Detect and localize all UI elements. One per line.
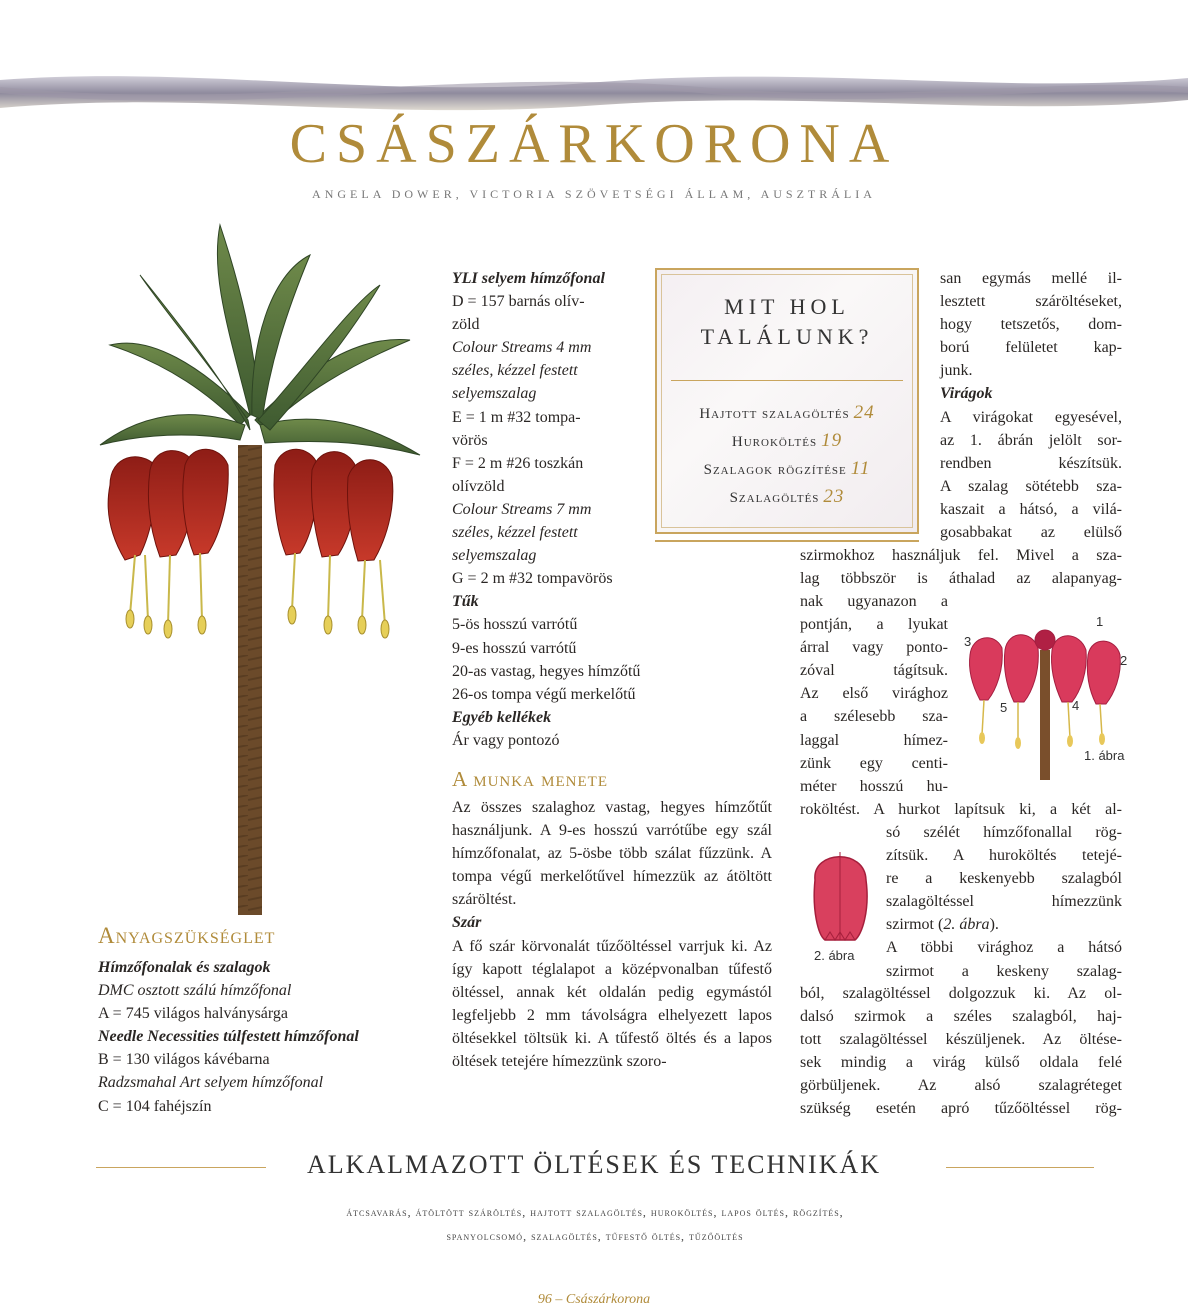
right-column-wide2: roköltést. A hurkot lapítsuk ki, a két al- bbox=[800, 801, 1122, 818]
text-line: 9-es hosszú varrótű bbox=[452, 639, 577, 657]
text-line: a szélesebb sza- bbox=[800, 708, 948, 726]
box-item: Hajtott szalagöltés 24 bbox=[699, 402, 875, 423]
materials-heading: Anyagszükséglet bbox=[98, 923, 276, 948]
text-line: 5-ös hosszú varrótű bbox=[452, 616, 578, 634]
text-line: hogy tetszetős, dom- bbox=[940, 316, 1122, 334]
box-title: MIT HOL TALÁLUNK? bbox=[700, 294, 874, 349]
text-line: sek mindig a virág külső oldala felé bbox=[800, 1054, 1122, 1072]
techniques-heading: ALKALMAZOTT ÖLTÉSEK ÉS TECHNIKÁK bbox=[306, 1150, 882, 1179]
figure-1-marker: 3 bbox=[964, 634, 972, 649]
right-column-bottom bbox=[800, 982, 1122, 1121]
figure-reference: szirmot (2. ábra). bbox=[886, 916, 999, 934]
text-line: 26-os tompa végű merkelőtű bbox=[452, 685, 636, 703]
method-section bbox=[452, 762, 772, 1073]
text-line: Radzsmahal Art selyem hímzőfonal bbox=[98, 1074, 324, 1092]
text-line: B = 130 világos kávébarna bbox=[98, 1051, 270, 1069]
text-line: görbüljenek. Az alsó szalagréteget bbox=[800, 1077, 1122, 1095]
text-line: szalagöltéssel hímezzünk bbox=[886, 893, 1122, 911]
right-column-wide bbox=[800, 544, 1122, 590]
text-line: selyemszalag bbox=[452, 385, 537, 403]
text-line: árral vagy ponto- bbox=[800, 639, 948, 657]
text-line: 20-as vastag, hegyes hímzőtű bbox=[452, 662, 641, 680]
text-line: méter hosszú hu- bbox=[800, 777, 948, 795]
text-line: Egyéb kellékek bbox=[452, 708, 552, 726]
page-footer: 96 – Császárkorona bbox=[537, 1292, 651, 1307]
text-line: zítsük. A huroköltés tetejé- bbox=[886, 847, 1122, 865]
text-line: olívzöld bbox=[452, 477, 505, 495]
techniques-list-line1: átcsavarás, átöltött száröltés, hajtott szalagöltés, huroköltés, lapos öltés, rögzítés, bbox=[346, 1205, 844, 1219]
text-line: gosabbakat az elülső bbox=[940, 524, 1122, 542]
text-line: zóval tágítsuk. bbox=[800, 662, 948, 680]
page-title: CSÁSZÁRKORONA bbox=[289, 113, 899, 175]
box-item: Szalagok rögzítése 11 bbox=[703, 458, 871, 479]
text-line: széles, kézzel festett bbox=[452, 524, 578, 542]
text-line: szükség esetén apró tűzőöltéssel rög- bbox=[800, 1100, 1122, 1118]
figure-2-petal-diagram bbox=[800, 840, 880, 960]
text-line: A = 745 világos halványsárga bbox=[98, 1005, 289, 1023]
text-line: ború felületet kap- bbox=[940, 339, 1122, 357]
method-paragraph: Az összes szalaghoz vastag, hegyes hímzőtűt használjunk. A 9-es hosszú varrótűbe egy szál hímzőfonalat, az 5-ösbe több szálat fűzzünk. A tompa végű merkelőtűvel hímezzük az átöltött száröltést. bbox=[452, 799, 772, 909]
text-line: DMC osztott szálú hímzőfonal bbox=[98, 982, 292, 1000]
flowers-heading: Virágok bbox=[940, 385, 993, 403]
text-line: F = 2 m #26 toszkán bbox=[452, 454, 584, 472]
text-line: Tűk bbox=[452, 593, 479, 611]
text-line: san egymás mellé il- bbox=[940, 270, 1122, 287]
figure-1-marker: 2 bbox=[1120, 653, 1128, 668]
text-line: dalsó szirmok a széles szalagból, haj- bbox=[800, 1008, 1122, 1026]
right-column-top bbox=[940, 267, 1122, 544]
box-divider bbox=[655, 540, 919, 542]
text-line: szirmokhoz használjuk fel. Mivel a sza- bbox=[800, 547, 1122, 564]
text-line: Colour Streams 7 mm bbox=[452, 500, 592, 518]
text-line: szirmot a keskeny szalag- bbox=[886, 962, 1122, 980]
figure-1-marker: 1 bbox=[1096, 614, 1104, 629]
figure-1-marker: 4 bbox=[1072, 698, 1080, 713]
text-line: C = 104 fahéjszín bbox=[98, 1097, 212, 1115]
figure-1-caption: 1. ábra bbox=[1084, 748, 1125, 763]
text-line: pontján, a lyukat bbox=[800, 616, 948, 634]
text-line: vörös bbox=[452, 431, 488, 449]
where-to-find-box bbox=[655, 268, 919, 534]
box-item: Szalagöltés 23 bbox=[729, 486, 845, 507]
right-column-mid bbox=[886, 821, 1122, 983]
text-line: Ár vagy pontozó bbox=[452, 731, 560, 749]
text-line: ból, szalagöltéssel dolgozzuk ki. Az ol- bbox=[800, 985, 1122, 1002]
text-line: rendben készítsük. bbox=[940, 454, 1122, 472]
text-line: E = 1 m #32 tompa- bbox=[452, 408, 581, 426]
text-line: A többi virághoz a hátsó bbox=[886, 939, 1122, 957]
right-column-narrow bbox=[800, 590, 948, 798]
text-line: A szalag sötétebb sza- bbox=[940, 477, 1122, 495]
stem-paragraph: A fő szár körvonalát tűzőöltéssel varrjuk ki. Az így kapott téglalapot a középvonalban tűfestő öltéssel, annak két oldalán pedig egymástól legfeljebb 2 mm távolságra elhelyezett lapos öltésekkel töltsük ki. A tűfestő öltés és a lapos öltések tetejére hímezzünk szoro- bbox=[452, 937, 772, 1071]
text-line: Colour Streams 4 mm bbox=[452, 339, 592, 357]
text-line: nak ugyanazon a bbox=[800, 593, 948, 610]
text-line: selyemszalag bbox=[452, 547, 537, 565]
text-line: széles, kézzel festett bbox=[452, 362, 578, 380]
text-line: zöld bbox=[452, 316, 480, 334]
crown-imperial-illustration bbox=[80, 215, 440, 915]
method-heading: A munka menete bbox=[452, 767, 608, 791]
text-line: lesztett száröltéseket, bbox=[940, 293, 1122, 311]
text-line: Hímzőfonalak és szalagok bbox=[98, 959, 271, 976]
box-item: Huroköltés 19 bbox=[731, 430, 843, 451]
materials-list bbox=[98, 956, 428, 1118]
text-line: YLI selyem hímzőfonal bbox=[452, 270, 605, 287]
stem-heading: Szár bbox=[452, 914, 482, 932]
text-line: A virágokat egyesével, bbox=[940, 408, 1122, 426]
text-line: D = 157 barnás olív- bbox=[452, 293, 585, 311]
techniques-list-line2: spanyolcsomó, szalagöltés, tűfestő öltés, tűzőöltés bbox=[446, 1229, 744, 1243]
figure-2-caption: 2. ábra bbox=[814, 948, 855, 963]
author-subtitle: ANGELA DOWER, VICTORIA SZÖVETSÉGI ÁLLAM, AUSZTRÁLIA bbox=[312, 187, 876, 201]
materials-section bbox=[98, 922, 428, 1118]
text-line: junk. bbox=[940, 362, 973, 380]
text-line: laggal hímez- bbox=[800, 731, 948, 749]
text-line: G = 2 m #32 tompavörös bbox=[452, 570, 613, 588]
text-line: zünk egy centi- bbox=[800, 754, 948, 772]
text-line: Needle Necessities túlfestett hímzőfonal bbox=[98, 1028, 359, 1046]
text-line: só szélét hímzőfonallal rög- bbox=[886, 824, 1122, 841]
text-line: kaszait a hátsó, a vilá- bbox=[940, 500, 1122, 518]
text-line: tott szalagöltéssel készüljenek. Az öltése- bbox=[800, 1031, 1122, 1049]
middle-supplies-list bbox=[452, 267, 642, 752]
text-line: lag többször is áthalad az alapanyag- bbox=[800, 570, 1122, 588]
text-line: re a keskenyebb szalagból bbox=[886, 870, 1122, 888]
text-line: az 1. ábrán jelölt sor- bbox=[940, 431, 1122, 449]
text-line: Az első virághoz bbox=[800, 685, 948, 703]
figure-1-marker: 5 bbox=[1000, 700, 1008, 715]
